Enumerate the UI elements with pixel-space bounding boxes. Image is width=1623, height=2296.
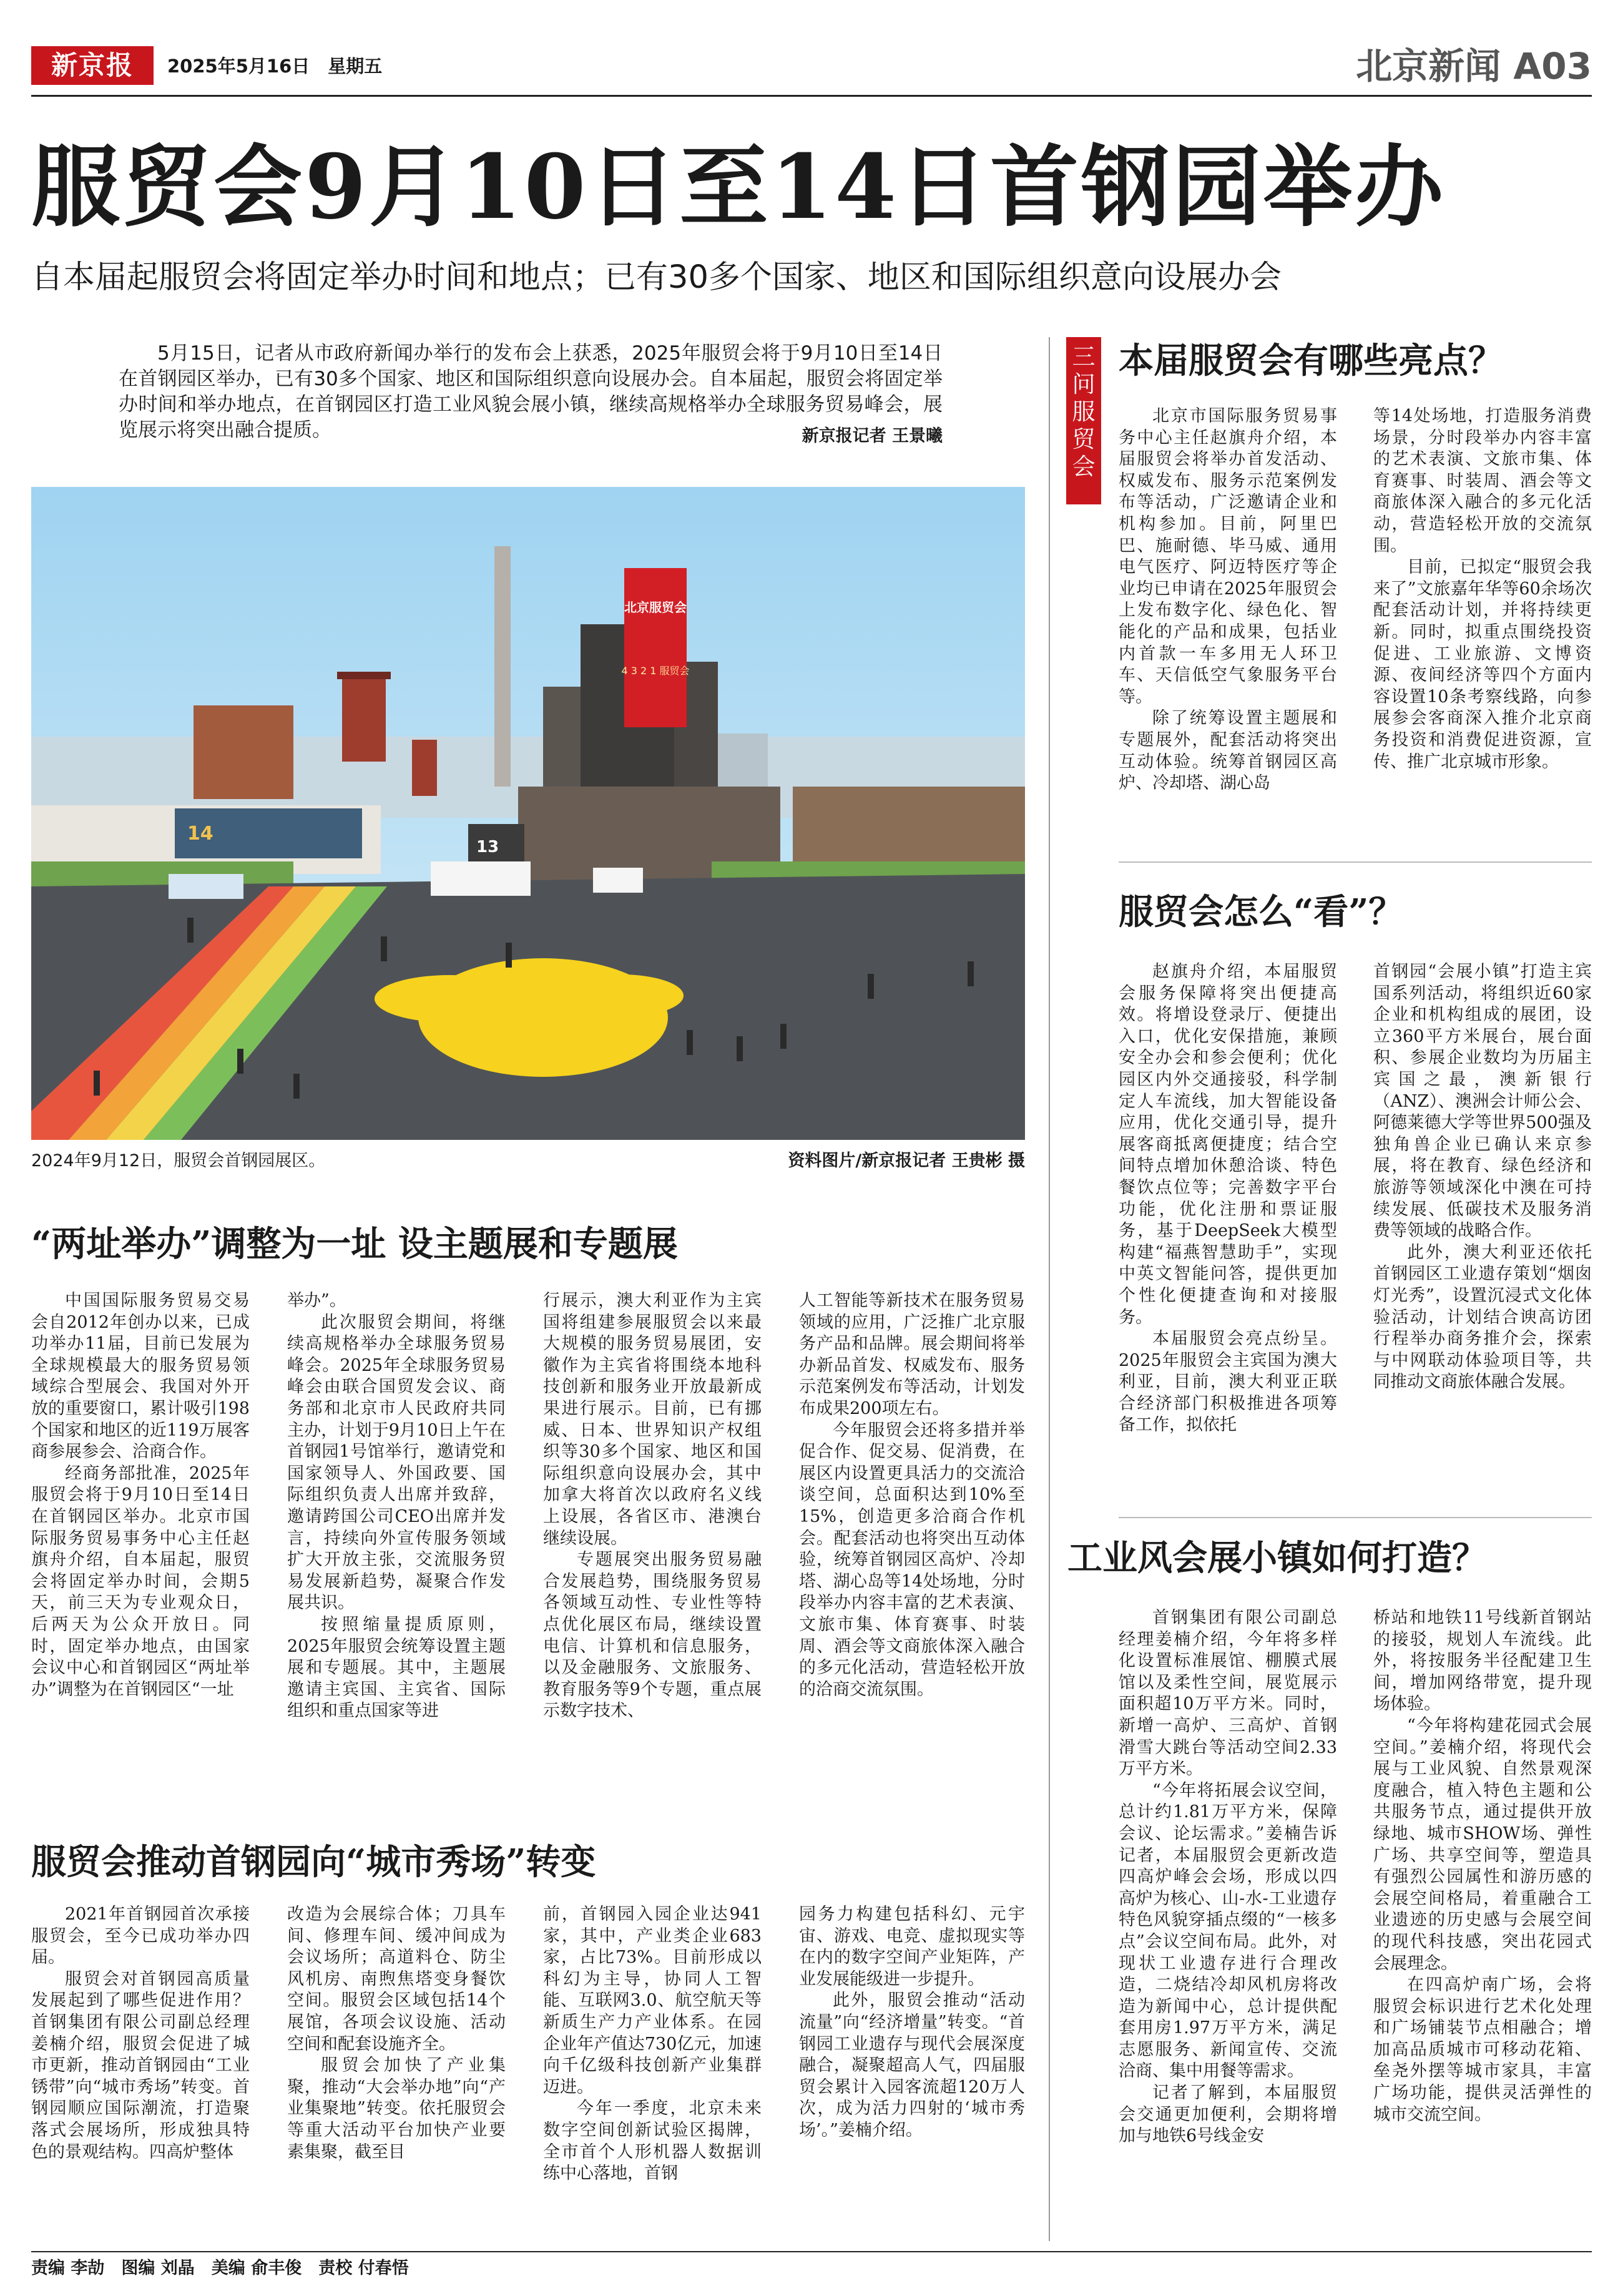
- sign-text: 北京服贸会: [624, 600, 687, 615]
- byline: 新京报记者 王景曦: [802, 426, 943, 446]
- shougang-park-illustration: [31, 487, 1025, 1140]
- sign-subtext: 4 3 2 1 服贸会: [621, 665, 690, 677]
- sidebar-q2-column-2: [1373, 961, 1592, 1511]
- sidebar-q3-column-1: [1119, 1607, 1337, 2244]
- paragraph: 桥站和地铁11号线新首钢站的接驳，规划人车流线。此外，将按服务半径配建卫生间，增加网络带宽，提升现场体验。: [1373, 1608, 1592, 1714]
- paragraph: 专题展突出服务贸易融合发展趋势，围绕服务贸易各领域互动性、专业性等特点优化展区布局，继续设置电信、计算机和信息服务，以及金融服务、文旅服务、教育服务等9个专题，重点展示数字技术、: [543, 1550, 762, 1721]
- sidebar-q2-heading: 服贸会怎么“看”？: [1119, 891, 1404, 933]
- paragraph: 目前，已拟定“服贸会我来了”文旅嘉年华等60余场次配套活动计划，并将持续更新。同时，拟重点围绕投资促进、工业旅游、文博资源、夜间经济等四个方面内容设置10条考察线路，向参展参会客商深入推介北京商务投资和消费促进资源，宣传、推广北京城市形象。: [1373, 557, 1592, 772]
- section1-column-3: [543, 1290, 762, 1790]
- sidebar-divider: [1049, 337, 1050, 2241]
- paragraph: 除了统筹设置主题展和专题展外，配套活动将突出互动体验。统筹首钢园区高炉、冷却塔、湖心岛: [1119, 709, 1337, 793]
- section2-column-2: [287, 1904, 506, 2244]
- sidebar-q3-column-2: [1373, 1607, 1592, 2244]
- hall-number-14: 14: [187, 823, 213, 845]
- news-photo: [31, 487, 1025, 1140]
- paragraph: 此次服贸会期间，将继续高规格举办全球服务贸易峰会。2025年全球服务贸易峰会由联合国贸发会议、商务部和北京市人民政府共同主办，计划于9月10日上午在首钢园1号馆举行，邀请党和国家领导人、外国政要、国际组织负责人出席并致辞，邀请跨国公司CEO出席并发言，持续向外宣传服务领域扩大开放主张，交流服务贸易发展新趋势，凝聚合作发展共识。: [287, 1312, 506, 1613]
- paragraph: 等14处场地，打造服务消费场景，分时段举办内容丰富的艺术表演、文旅市集、体育赛事、时装周、酒会等文商旅体深入融合的多元化活动，营造轻松开放的交流氛围。: [1373, 406, 1592, 556]
- headline: 服贸会9月10日至14日首钢园举办: [31, 135, 1446, 239]
- paragraph: 首钢园“会展小镇”打造主宾国系列活动，将组织近60家企业和机构组成的展团，设立360平方米展台，展台面积、参展企业数均为历届主宾国之最，澳新银行（ANZ）、澳洲会计师公会、阿德莱德大学等世界500强及独角兽企业已确认来京参展，将在教育、绿色经济和旅游等领域深化中澳在可持续发展、低碳技术及服务消费等领域的战略合作。: [1373, 962, 1592, 1241]
- chimney: [494, 546, 511, 787]
- paragraph: 赵旗舟介绍，本届服贸会服务保障将突出便捷高效。将增设登录厅、便捷出入口，优化安保措施，兼顾安全办会和参会便利；优化园区内外交通接驳，科学制定人车流线，加大智能设备应用，优化交通引导，提升展客商抵离便捷度；结合空间特点增加休憩洽谈、特色餐饮点位等；完善数字平台功能，优化注册和票证服务，基于DeepSeek大模型构建“福燕智慧助手”，实现中英文智能问答，提供更加个性化便捷查询和对接服务。: [1119, 962, 1337, 1327]
- hall-number-13: 13: [476, 838, 499, 856]
- paragraph: 中国国际服务贸易交易会自2012年创办以来，已成功举办11届，目前已发展为全球规模最大的服务贸易领域综合型展会、我国对外开放的重要窗口，累计吸引198个国家和地区的近119万展客商参展参会、洽商合作。: [31, 1291, 250, 1462]
- sidebar-rule: [1119, 861, 1592, 863]
- section2-column-1: [31, 1904, 250, 2244]
- paragraph: 人工智能等新技术在服务贸易领域的应用，广泛推广北京服务产品和品牌。展会期间将举办新品首发、权威发布、服务示范案例发布等活动，计划发布成果200项左右。: [799, 1291, 1025, 1418]
- photo-caption: 2024年9月12日，服贸会首钢园展区。: [31, 1151, 326, 1170]
- paragraph: 园务力构建包括科幻、元宇宙、游戏、电竞、虚拟现实等在内的数字空间产业矩阵，产业发展能级进一步提升。: [799, 1905, 1025, 1989]
- tag-char: 会: [1072, 453, 1096, 480]
- red-sign: [624, 568, 687, 727]
- sidebar-q2-column-1: [1119, 961, 1337, 1511]
- tag-char: 贸: [1072, 426, 1096, 453]
- section1-column-1: [31, 1290, 250, 1790]
- paragraph: 记者了解到，本届服贸会交通更加便利，会期将增加与地铁6号线金安: [1119, 2083, 1337, 2146]
- paragraph: 在四高炉南广场，会将服贸会标识进行艺术化处理和广场铺装节点相融合；增加高品质城市可移动花箱、垒尧外摆等城市家具，丰富广场功能，提供灵活弹性的城市交流空间。: [1373, 1975, 1592, 2124]
- section2-heading: 服贸会推动首钢园向“城市秀场”转变: [31, 1842, 596, 1883]
- section2-column-4: [799, 1904, 1025, 2244]
- paragraph: 按照缩量提质原则，2025年服贸会统筹设置主题展和专题展。其中，主题展邀请主宾国、主宾省、国际组织和重点国家等进: [287, 1614, 506, 1721]
- photo-credit: 资料图片/新京报记者 王贵彬 摄: [788, 1151, 1025, 1170]
- sidebar-q1-column-1: [1119, 406, 1337, 855]
- section1-column-4: [799, 1290, 1025, 1790]
- lead-paragraph: 5月15日，记者从市政府新闻办举行的发布会上获悉，2025年服贸会将于9月10日至14日在首钢园区举办，已有30多个国家、地区和国际组织意向设展办会。自本届起，服贸会将固定举办时间和举办地点，在首钢园区打造工业风貌会展小镇，继续高规格举办全球服务贸易峰会，展览展示将突出融合提质。: [119, 342, 943, 441]
- page-section-label: 北京新闻 A03: [1356, 45, 1592, 87]
- tag-char: 问: [1072, 371, 1096, 398]
- paragraph: 行展示，澳大利亚作为主宾国将组建参展服贸会以来最大规模的服务贸易展团，安徽作为主宾省将围绕本地科技创新和服务业开放最新成果进行展示。目前，已有挪威、日本、世界知识产权组织等30多个国家、地区和国际组织意向设展办会，其中加拿大将首次以政府名义线上设展，各省区市、港澳台继续设展。: [543, 1291, 762, 1548]
- sidebar-q1-column-2: [1373, 406, 1592, 855]
- tag-char: 三: [1072, 343, 1096, 370]
- paragraph: 2021年首钢园首次承接服贸会，至今已成功举办四届。: [31, 1905, 250, 1968]
- tag-char: 服: [1072, 398, 1096, 425]
- paragraph: 今年服贸会还将多措并举促合作、促交易、促消费，在展区内设置更具活力的交流洽谈空间，总面积达到10%至15%，创造更多洽商合作机会。配套活动也将突出互动体验，统筹首钢园区高炉、冷却塔、湖心岛等14处场地，分时段举办内容丰富的艺术表演、文旅市集、体育赛事、时装周、酒会等文商旅体深入融合的多元化活动，营造轻松开放的洽商交流氛围。: [799, 1420, 1025, 1699]
- paragraph: 服贸会对首钢园高质量发展起到了哪些促进作用？首钢集团有限公司副总经理姜楠介绍，服贸会促进了城市更新，推动首钢园由“工业锈带”向“城市秀场”转变。首钢园顺应国际潮流，打造聚落式会展场所，形成独具特色的景观结构。四高炉整体: [31, 1969, 250, 2162]
- paragraph: 今年一季度，北京未来数字空间创新试验区揭牌，全市首个人形机器人数据训练中心落地，首钢: [543, 2099, 762, 2184]
- section1-heading: “两址举办”调整为一址 设主题展和专题展: [31, 1224, 678, 1265]
- masthead-divider: [31, 95, 1592, 97]
- section2-column-3: [543, 1904, 762, 2244]
- subheadline: 自本届起服贸会将固定举办时间和地点；已有30多个国家、地区和国际组织意向设展办会: [31, 259, 1282, 296]
- editor-credits: 责编 李劼 图编 刘晶 美编 俞丰俊 责校 付春悟: [31, 2259, 409, 2278]
- paragraph: “今年将拓展会议空间，总计约1.81万平方米，保障会议、论坛需求。”姜楠告诉记者，本届服贸会更新改造四高炉峰会会场，形成以四高炉为核心、山-水-工业遗存特色风貌穿插点缀的“一核多点”会议空间布局。此外，对现状工业遗存进行合理改造，二烧结冷却风机房将改造为新闻中心，总计提供配套用房1.97万平方米，满足志愿服务、新闻宣传、交流洽商、集中用餐等需求。: [1119, 1780, 1337, 2081]
- paragraph: 此外，服贸会推动“活动流量”向“经济增量”转变。“首钢园工业遗存与现代会展深度融合，凝聚超高人气，四届服贸会累计入园客流超120万人次，成为活力四射的‘城市秀场’。”姜楠介绍。: [799, 1991, 1025, 2140]
- paragraph: 经商务部批准，2025年服贸会将于9月10日至14日在首钢园区举办。北京市国际服务贸易事务中心主任赵旗舟介绍，自本届起，服贸会将固定举办时间，会期5天，前三天为专业观众日，后两天为公众开放日。同时，固定举办地点，由国家会议中心和首钢园区“两址举办”调整为在首钢园区“一址: [31, 1463, 250, 1699]
- paragraph: “今年将构建花园式会展空间。”姜楠介绍，将现代会展与工业风貌、自然景观深度融合，植入特色主题和公共服务节点，通过提供开放绿地、城市SHOW场、弹性广场、共享空间等，塑造具有强烈公园属性和游历感的会展空间格局，着重融合工业遗迹的历史感与会展空间的现代科技感，突出花园式会展理念。: [1373, 1715, 1592, 1973]
- paragraph: 举办”。: [287, 1291, 346, 1310]
- paragraph: 首钢集团有限公司副总经理姜楠介绍，今年将多样化设置标准展馆、棚膜式展馆以及柔性空间，展览展示面积超10万平方米。同时，新增一高炉、三高炉、首钢滑雪大跳台等活动空间2.33万平方米。: [1119, 1608, 1337, 1779]
- sidebar-tag: [1066, 337, 1101, 504]
- footer-divider: [31, 2251, 1592, 2252]
- sidebar-q3-heading: 工业风会展小镇如何打造？: [1067, 1538, 1487, 1579]
- paragraph: 此外，澳大利亚还依托首钢园区工业遗存策划“烟囱灯光秀”，设置沉浸式文化体验活动，计划结合谀高访团行程举办商务推介会，探索与中网联动体验项目等，共同推动文商旅体融合发展。: [1373, 1242, 1592, 1392]
- issue-date: 2025年5月16日 星期五: [167, 56, 383, 77]
- paragraph: 服贸会加快了产业集聚，推动“大会举办地”向“产业集聚地”转变。依托服贸会等重大活动平台加快产业要素集聚，截至目: [287, 2056, 506, 2162]
- section1-column-2: [287, 1290, 506, 1790]
- paragraph: 改造为会展综合体；刀具车间、修理车间、缓冲间成为会议场所；高道料仓、防尘风机房、南煦焦塔变身餐饮空间。服贸会区域包括14个展馆，各项会议设施、活动空间和配套设施齐全。: [287, 1905, 506, 2054]
- sidebar-q1-heading: 本届服贸会有哪些亮点？: [1119, 340, 1503, 381]
- masthead: [31, 41, 1592, 91]
- paragraph: 前，首钢园入园企业达941家，其中，产业类企业683家，占比73%。目前形成以科幻为主导，协同人工智能、互联网3.0、航空航天等新质生产力产业体系。在园企业年产值达730亿元，加速向千亿级科技创新产业集群迈进。: [543, 1905, 762, 2097]
- sidebar-rule: [1119, 1517, 1592, 1518]
- paragraph: 本届服贸会亮点纷呈。2025年服贸会主宾国为澳大利亚，目前，澳大利亚正联合经济部门积极推进各项筹备工作，拟依托: [1119, 1329, 1337, 1435]
- paragraph: 北京市国际服务贸易事务中心主任赵旗舟介绍，本届服贸会将举办首发活动、权威发布、服务示范案例发布等活动，广泛邀请企业和机构参加。目前，阿里巴巴、施耐德、毕马威、通用电气医疗、阿迈特医疗等企业均已申请在2025年服贸会上发布数字化、绿色化、智能化的产品和成果，包括业内首款一车多用无人环卫车、天信低空气象服务平台等。: [1119, 406, 1337, 707]
- newspaper-logo: 新京报: [31, 46, 154, 85]
